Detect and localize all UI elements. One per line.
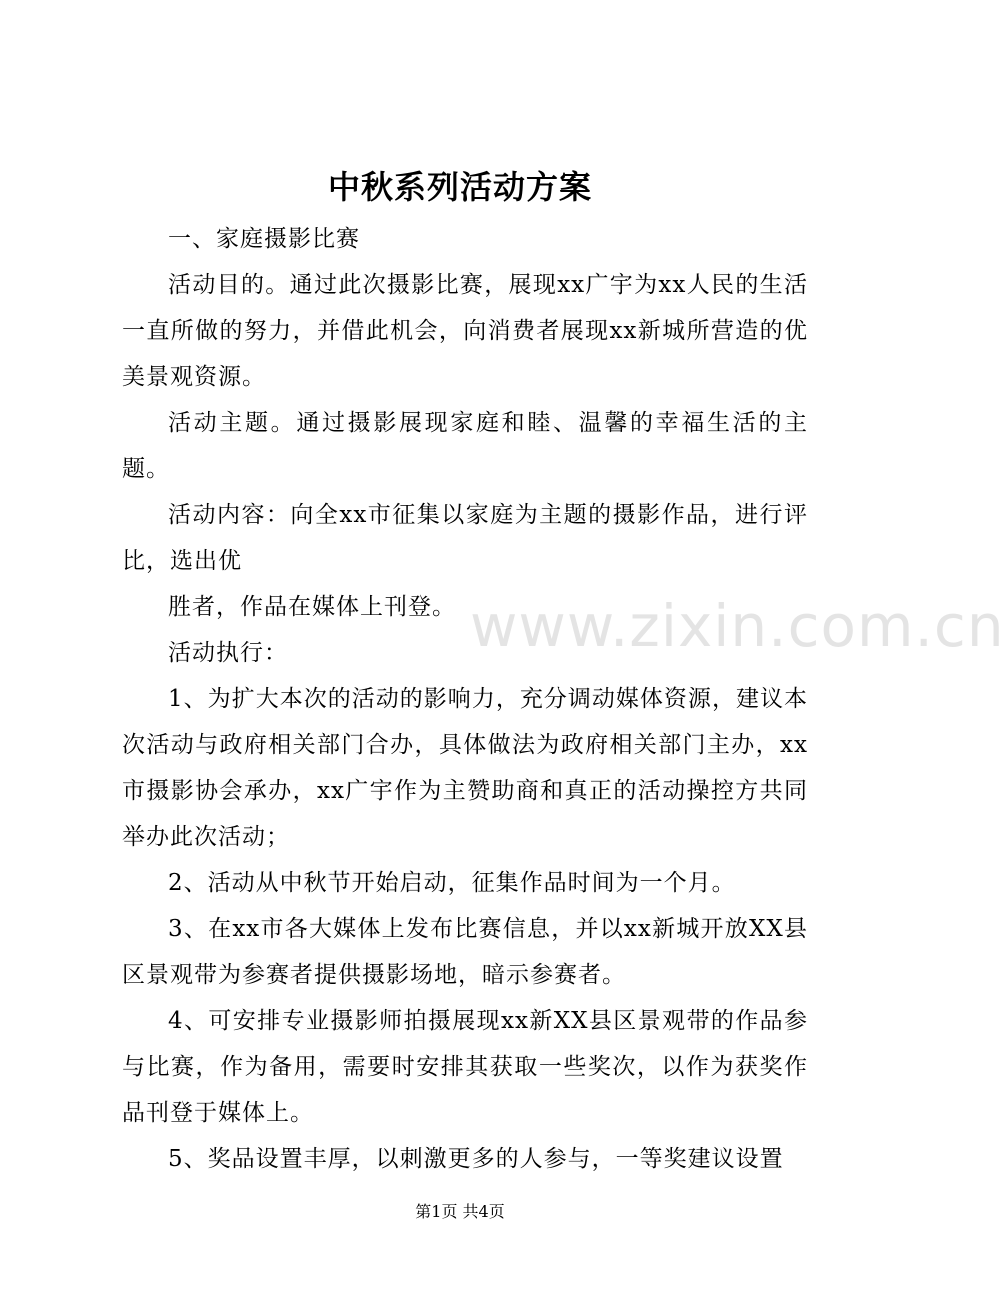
- list-item-2: 2、活动从中秋节开始启动，征集作品时间为一个月。: [168, 870, 736, 896]
- paragraph-execution-heading: 活动执行：: [168, 640, 288, 666]
- paragraph-purpose: 活动目的。通过此次摄影比赛，展现xx广宇为xx人民的生活一直所做的努力，并借此机会，向消费者展现xx新城所营造的优美景观资源。: [122, 272, 808, 390]
- paragraph-content: 活动内容：向全xx市征集以家庭为主题的摄影作品，进行评比，选出优: [122, 502, 808, 574]
- list-item-1: 1、为扩大本次的活动的影响力，充分调动媒体资源，建议本次活动与政府相关部门合办，具体做法为政府相关部门主办，xx市摄影协会承办，xx广宇作为主赞助商和真正的活动操控方共同举办此次活动；: [122, 686, 808, 850]
- list-item-5: 5、奖品设置丰厚，以刺激更多的人参与，一等奖建议设置: [168, 1146, 784, 1172]
- page-footer: 第1页 共4页: [415, 1202, 505, 1221]
- paragraph-content-continued: 胜者，作品在媒体上刊登。: [168, 594, 456, 620]
- document-body: [122, 216, 808, 1182]
- section-heading: 一、家庭摄影比赛: [168, 226, 360, 252]
- list-item-4: 4、可安排专业摄影师拍摄展现xx新XX县区景观带的作品参与比赛，作为备用，需要时安排其获取一些奖次，以作为获奖作品刊登于媒体上。: [122, 1008, 808, 1126]
- list-item-3: 3、在xx市各大媒体上发布比赛信息，并以xx新城开放XX县区景观带为参赛者提供摄影场地，暗示参赛者。: [122, 916, 808, 988]
- watermark: www.zixin.com.cn: [470, 592, 1005, 660]
- document-title: 中秋系列活动方案: [327, 168, 592, 206]
- paragraph-theme: 活动主题。通过摄影展现家庭和睦、温馨的幸福生活的主题。: [122, 410, 808, 482]
